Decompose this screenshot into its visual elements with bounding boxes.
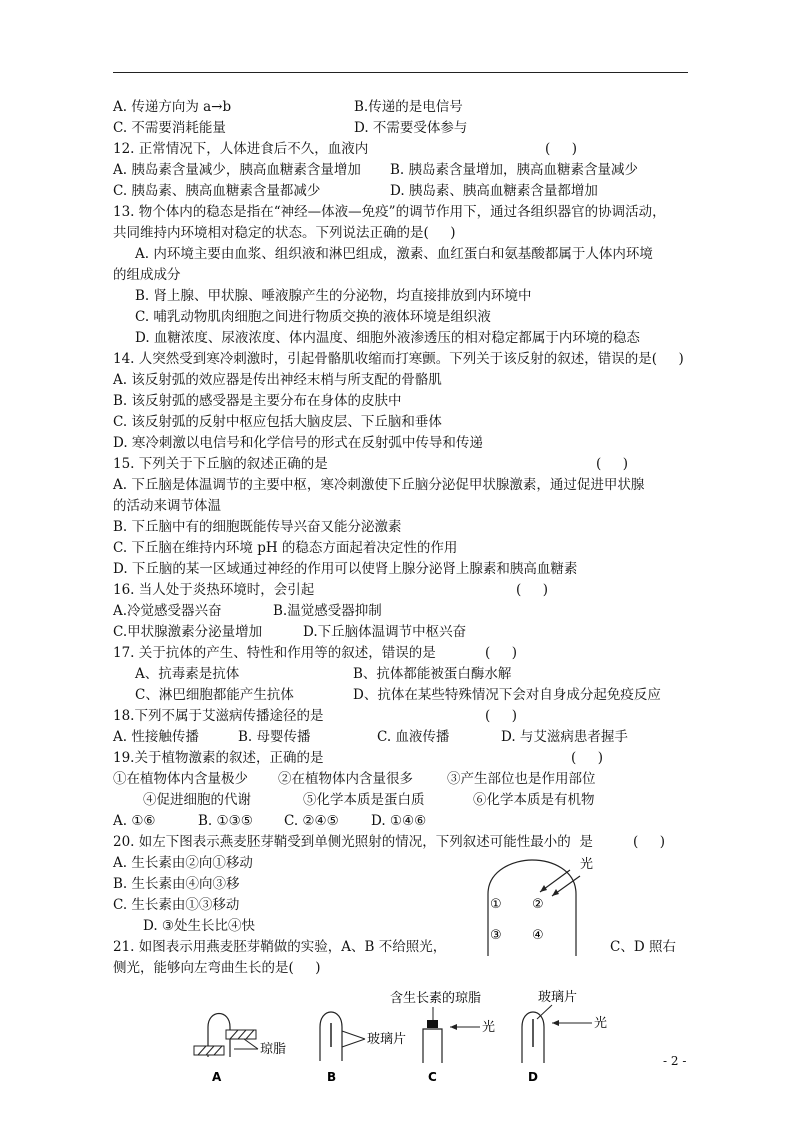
q21-stem-line1a: 21. 如图表示用燕麦胚芽鞘做的实验，A、B 不给照光，: [113, 939, 447, 955]
q11-option-c: C. 不需要消耗能量: [113, 120, 226, 136]
q21-stem-line2: 侧光，能够向左弯曲生长的是( ): [113, 960, 321, 976]
position-3-label: ③: [490, 928, 502, 943]
agar-block-lower: [194, 1046, 224, 1055]
q13-stem-line2: 共同维持内环境相对稳定的状态。下列说法正确的是( ): [113, 225, 456, 241]
q11-option-d: D. 不需要受体参与: [354, 120, 468, 136]
q13-stem-line1: 13. 物个体内的稳态是指在“神经—体液—免疫”的调节作用下，通过各组织器官的协调活动，: [113, 204, 666, 220]
q20-option-d: D. ③处生长比④快: [143, 918, 256, 934]
q14-option-a: A. 该反射弧的效应器是传出神经末梢与所支配的骨骼肌: [113, 372, 442, 388]
q17-option-b: B、抗体都能被蛋白酶水解: [353, 666, 512, 682]
q15-option-b: B. 下丘脑中有的细胞既能传导兴奋又能分泌激素: [113, 519, 402, 535]
q14-option-d: D. 寒冷刺激以电信号和化学信号的形式在反射弧中传导和传递: [113, 435, 483, 451]
q15-answer-blank: ( ): [596, 456, 628, 472]
q19-option-c: C. ②④⑤: [284, 813, 339, 829]
q20-option-c: C. 生长素由①③移动: [113, 897, 240, 913]
header-rule: [113, 72, 688, 73]
setup-b: [320, 1012, 406, 1084]
setup-a: [194, 1014, 286, 1085]
q19-statement-1: ①在植物体内含量极少: [113, 771, 248, 787]
q18-option-a: A. 性接触传播: [113, 729, 199, 745]
q20-option-b: B. 生长素由④向③移: [113, 876, 240, 892]
q13-option-d: D. 血糖浓度、尿液浓度、体内温度、细胞外液渗透压的相对稳定都属于内环境的稳态: [135, 330, 640, 346]
light-arrow-head-2: [552, 889, 559, 896]
q13-option-a: A. 内环境主要由血浆、组织液和淋巴组成，激素、血红蛋白和氨基酸都属于人体内环境: [135, 246, 653, 262]
q12-answer-blank: ( ): [545, 141, 577, 157]
glass-label-d: 玻璃片: [538, 990, 578, 1005]
glass-label-b: 玻璃片: [367, 1032, 407, 1047]
q18-answer-blank: ( ): [485, 708, 517, 724]
q19-option-b: B. ①③⑤: [198, 813, 253, 829]
q12-stem: 12. 正常情况下，人体进食后不久，血液内: [113, 141, 369, 157]
q19-statement-2: ②在植物体内含量很多: [278, 771, 413, 787]
q18-option-c: C. 血液传播: [377, 729, 450, 745]
setup-d: [522, 989, 607, 1084]
label-d: D: [528, 1070, 538, 1084]
q18-option-d: D. 与艾滋病患者握手: [501, 729, 628, 745]
q19-statement-3: ③产生部位也是作用部位: [447, 771, 596, 787]
q19-answer-blank: ( ): [571, 750, 603, 766]
q16-option-c: C.甲状腺激素分泌量增加: [113, 624, 263, 640]
q12-option-d: D. 胰岛素、胰高血糖素含量都增加: [390, 183, 598, 199]
light-arrow-head-1: [540, 885, 547, 892]
q17-answer-blank: ( ): [485, 645, 517, 661]
page-number: - 2 -: [663, 1054, 687, 1068]
q19-option-d: D. ①④⑥: [371, 813, 427, 829]
q19-option-a: A. ①⑥: [113, 813, 156, 829]
q13-option-b: B. 肾上腺、甲状腺、唾液腺产生的分泌物，均直接排放到内环境中: [135, 288, 532, 304]
q17-option-c: C、淋巴细胞都能产生抗体: [135, 687, 294, 703]
q21-stem-line1b: C、D 照右: [610, 939, 676, 955]
light-label-c: 光: [482, 1020, 496, 1035]
q17-stem: 17. 关于抗体的产生、特性和作用等的叙述，错误的是: [113, 645, 436, 661]
q16-stem: 16. 当人处于炎热环境时，会引起: [113, 582, 315, 598]
q19-statement-5: ⑤化学本质是蛋白质: [303, 792, 425, 808]
light-label: 光: [580, 857, 594, 872]
q17-option-d: D、抗体在某些特殊情况下会对自身成分起免疫反应: [353, 687, 661, 703]
q20-option-a: A. 生长素由②向①移动: [113, 855, 253, 871]
position-1-label: ①: [490, 897, 502, 912]
q16-option-a: A.冷觉感受器兴奋: [113, 603, 222, 619]
q12-option-a: A. 胰岛素含量减少，胰高血糖素含量增加: [113, 162, 361, 178]
q14-stem: 14. 人突然受到寒冷刺激时，引起骨骼肌收缩而打寒颤。下列关于该反射的叙述，错误的是( ): [113, 351, 684, 367]
q13-option-c: C. 哺乳动物肌肉细胞之间进行物质交换的液体环境是组织液: [135, 309, 491, 325]
position-4-label: ④: [532, 928, 544, 943]
q17-option-a: A、抗毒素是抗体: [135, 666, 240, 682]
label-c: C: [428, 1070, 437, 1084]
q11-option-b: B.传递的是电信号: [354, 99, 463, 115]
q13-option-a-cont: 的组成成分: [113, 267, 181, 283]
light-label-d: 光: [594, 1016, 608, 1031]
label-a: A: [212, 1070, 222, 1084]
q19-statement-6: ⑥化学本质是有机物: [473, 792, 595, 808]
q16-option-d: D.下丘脑体温调节中枢兴奋: [303, 624, 467, 640]
q12-option-c: C. 胰岛素、胰高血糖素含量都减少: [113, 183, 321, 199]
q15-option-a: A. 下丘脑是体温调节的主要中枢，寒冷刺激使下丘脑分泌促甲状腺激素，通过促进甲状腺: [113, 477, 645, 493]
q18-stem: 18.下列不属于艾滋病传播途径的是: [113, 708, 324, 724]
q11-option-a: A. 传递方向为 a→b: [113, 99, 232, 115]
q16-option-b: B.温觉感受器抑制: [273, 603, 382, 619]
q20-stem: 20. 如左下图表示燕麦胚芽鞘受到单侧光照射的情况，下列叙述可能性最小的 是: [113, 834, 593, 850]
q14-option-c: C. 该反射弧的反射中枢应包括大脑皮层、下丘脑和垂体: [113, 414, 442, 430]
agar-label: 琼脂: [260, 1042, 287, 1057]
auxin-agar-block: [427, 1020, 438, 1028]
q15-option-a-cont: 的活动来调节体温: [113, 498, 221, 514]
auxin-agar-label: 含生长素的琼脂: [390, 991, 482, 1006]
agar-block-upper: [226, 1030, 256, 1039]
q20-coleoptile-figure: [480, 856, 600, 956]
label-b: B: [327, 1070, 337, 1084]
q15-option-d: D. 下丘脑的某一区域通过神经的作用可以使肾上腺分泌肾上腺素和胰高血糖素: [113, 561, 578, 577]
q19-statement-4: ④促进细胞的代谢: [143, 792, 251, 808]
q18-option-b: B. 母婴传播: [238, 729, 311, 745]
q19-stem: 19.关于植物激素的叙述，正确的是: [113, 750, 324, 766]
q15-stem: 15. 下列关于下丘脑的叙述正确的是: [113, 456, 328, 472]
q15-option-c: C. 下丘脑在维持内环境 pH 的稳态方面起着决定性的作用: [113, 540, 458, 556]
q20-answer-blank: ( ): [633, 834, 665, 850]
q12-option-b: B. 胰岛素含量增加，胰高血糖素含量减少: [390, 162, 639, 178]
position-2-label: ②: [532, 897, 544, 912]
q21-experiment-figure: [180, 985, 620, 1085]
q14-option-b: B. 该反射弧的感受器是主要分布在身体的皮肤中: [113, 393, 402, 409]
q16-answer-blank: ( ): [516, 582, 548, 598]
